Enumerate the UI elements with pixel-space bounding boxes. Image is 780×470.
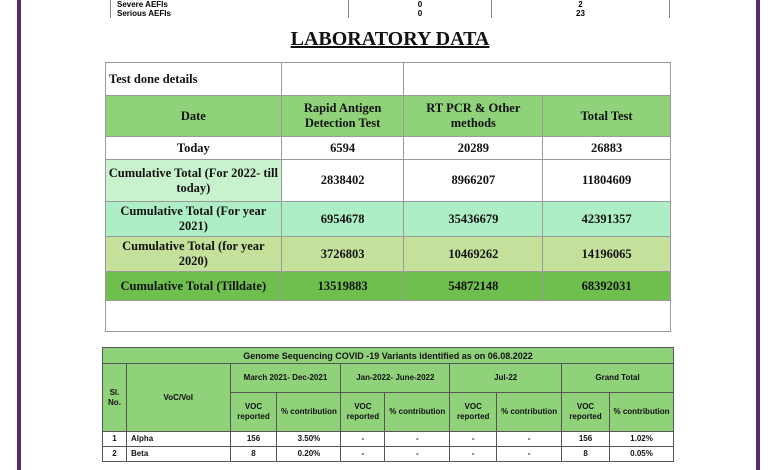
table-row (103, 447, 674, 462)
rtpcr-value: 54872148 (404, 272, 543, 301)
voc-value: 156 (562, 432, 610, 447)
table-row (106, 237, 671, 272)
sl-no: 1 (103, 432, 127, 447)
aefi-table (110, 0, 670, 18)
empty-cell (281, 63, 404, 96)
period-header: Jul-22 (450, 364, 562, 393)
table-row (106, 301, 671, 332)
laboratory-data-title: LABORATORY DATA (290, 28, 490, 50)
total-value: 11804609 (543, 160, 671, 202)
table-row (111, 9, 670, 18)
table-row (106, 202, 671, 237)
genome-sequencing-table (102, 347, 674, 462)
row-label: Today (106, 137, 282, 160)
pct-value: 0.05% (610, 447, 674, 462)
rapid-value: 3726803 (281, 237, 404, 272)
row-label: Cumulative Total (For year 2021) (106, 202, 282, 237)
table-row (106, 160, 671, 202)
subheader-contribution: % contribution (497, 393, 562, 432)
rtpcr-value: 10469262 (404, 237, 543, 272)
rapid-value: 6594 (281, 137, 404, 160)
row-label: Cumulative Total (Tilldate) (106, 272, 282, 301)
empty-cell (106, 301, 671, 332)
column-header-voc-voi: VoC/VoI (126, 364, 230, 432)
column-header-sl-no: Sl. No. (103, 364, 127, 432)
voc-value: 156 (230, 432, 277, 447)
row-label: Cumulative Total (for year 2020) (106, 237, 282, 272)
rtpcr-value: 35436679 (404, 202, 543, 237)
total-value: 68392031 (543, 272, 671, 301)
aefi-value: 0 (349, 0, 492, 9)
genome-table-title: Genome Sequencing COVID -19 Variants identified as on 06.08.2022 (103, 348, 674, 364)
voc-value: 8 (562, 447, 610, 462)
table-header-row (103, 364, 674, 393)
test-done-details-label: Test done details (106, 63, 282, 96)
subheader-contribution: % contribution (610, 393, 674, 432)
voc-value: - (450, 447, 497, 462)
variant-name: Beta (126, 447, 230, 462)
subheader-voc-reported: VOC reported (341, 393, 385, 432)
column-header-rt-pcr: RT PCR & Other methods (404, 96, 543, 137)
table-header-row (106, 96, 671, 137)
total-value: 14196065 (543, 237, 671, 272)
pct-value: 1.02% (610, 432, 674, 447)
aefi-value: 0 (349, 9, 492, 18)
period-header: Jan-2022- June-2022 (341, 364, 450, 393)
total-value: 42391357 (543, 202, 671, 237)
column-header-total-test: Total Test (543, 96, 671, 137)
period-header: March 2021- Dec-2021 (230, 364, 341, 393)
rapid-value: 6954678 (281, 202, 404, 237)
page-border-left (17, 0, 21, 470)
subheader-voc-reported: VOC reported (450, 393, 497, 432)
empty-cell (404, 63, 671, 96)
table-row (106, 137, 671, 160)
rapid-value: 13519883 (281, 272, 404, 301)
voc-value: - (341, 432, 385, 447)
table-row (106, 63, 671, 96)
aefi-label: Severe AEFIs (111, 0, 349, 9)
variant-name: Alpha (126, 432, 230, 447)
subheader-voc-reported: VOC reported (562, 393, 610, 432)
rtpcr-value: 8966207 (404, 160, 543, 202)
pct-value: - (385, 432, 450, 447)
voc-value: - (450, 432, 497, 447)
table-row (103, 432, 674, 447)
rapid-value: 2838402 (281, 160, 404, 202)
table-row (111, 0, 670, 9)
rtpcr-value: 20289 (404, 137, 543, 160)
pct-value: 0.20% (277, 447, 341, 462)
period-header: Grand Total (562, 364, 674, 393)
aefi-value: 23 (492, 9, 670, 18)
pct-value: - (385, 447, 450, 462)
subheader-voc-reported: VOC reported (230, 393, 277, 432)
pct-value: - (497, 432, 562, 447)
table-title-row (103, 348, 674, 364)
voc-value: 8 (230, 447, 277, 462)
pct-value: 3.50% (277, 432, 341, 447)
column-header-date: Date (106, 96, 282, 137)
subheader-contribution: % contribution (385, 393, 450, 432)
subheader-contribution: % contribution (277, 393, 341, 432)
voc-value: - (341, 447, 385, 462)
sl-no: 2 (103, 447, 127, 462)
total-value: 26883 (543, 137, 671, 160)
pct-value: - (497, 447, 562, 462)
aefi-label: Serious AEFIs (111, 9, 349, 18)
column-header-rapid-antigen: Rapid Antigen Detection Test (281, 96, 404, 137)
laboratory-data-table (105, 62, 671, 332)
row-label: Cumulative Total (For 2022- till today) (106, 160, 282, 202)
page-border-right (756, 0, 760, 470)
table-row (106, 272, 671, 301)
aefi-value: 2 (492, 0, 670, 9)
